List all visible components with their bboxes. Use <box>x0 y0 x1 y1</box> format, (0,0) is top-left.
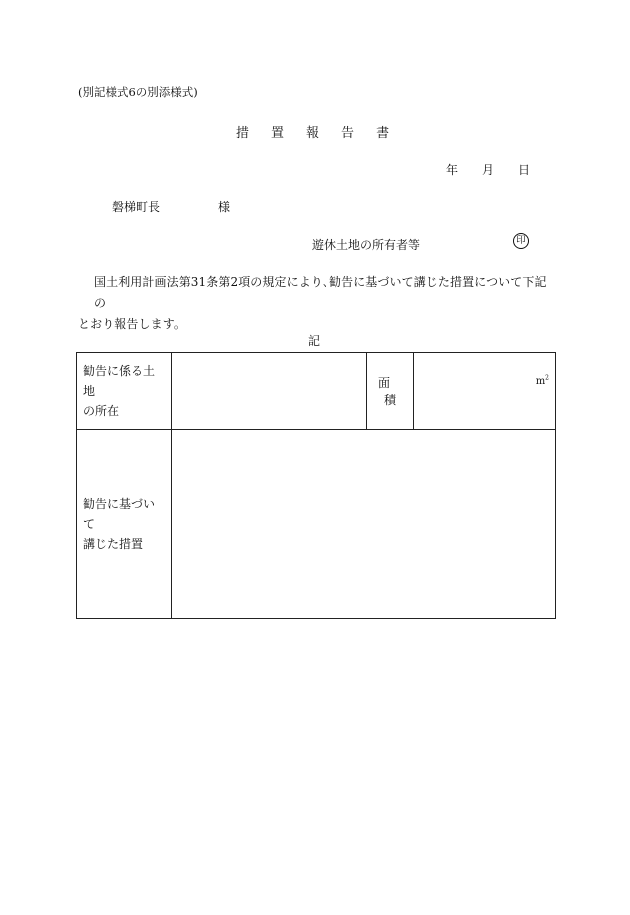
document-title <box>236 122 389 141</box>
area-label-char: 面 <box>377 376 390 390</box>
body-line: とおり報告します。 <box>78 317 186 331</box>
measures-value-field[interactable] <box>172 430 556 619</box>
report-table <box>76 352 556 619</box>
date-year: 年 <box>446 163 459 177</box>
table-row <box>77 430 556 619</box>
area-unit-exponent: 2 <box>545 374 549 382</box>
seal-icon: 印 <box>513 233 529 249</box>
recipient-honorific: 様 <box>218 200 231 214</box>
ki-heading: 記 <box>308 334 321 348</box>
title-char: 措 <box>236 126 250 141</box>
table-row <box>77 353 556 430</box>
title-char: 書 <box>376 126 390 141</box>
area-value-field[interactable] <box>414 353 556 430</box>
measures-label-line: 講じた措置 <box>83 537 144 551</box>
date-month: 月 <box>482 163 495 177</box>
form-note: (別記様式6の別添様式) <box>78 85 198 99</box>
sender-label: 遊休土地の所有者等 <box>312 238 421 252</box>
area-label-char: 積 <box>383 393 396 407</box>
title-char: 告 <box>341 126 355 141</box>
location-label <box>77 353 172 430</box>
date-day: 日 <box>518 163 531 177</box>
recipient-name: 磐梯町長 <box>112 200 161 214</box>
location-label-line: 勧告に係る土地 <box>83 364 156 398</box>
area-label <box>367 353 414 430</box>
measures-label <box>77 430 172 619</box>
body-paragraph <box>78 272 558 335</box>
title-char: 報 <box>306 126 320 141</box>
location-value-field[interactable] <box>172 353 367 430</box>
date-field <box>446 161 530 178</box>
location-label-line: の所在 <box>83 404 120 418</box>
measures-label-line: 勧告に基づいて <box>83 497 156 531</box>
body-line: 国土利用計画法第31条第2項の規定により､勧告に基づいて講じた措置について下記の <box>94 275 547 310</box>
title-char: 置 <box>271 126 285 141</box>
area-unit <box>536 376 549 387</box>
area-unit-base: m <box>535 376 546 387</box>
